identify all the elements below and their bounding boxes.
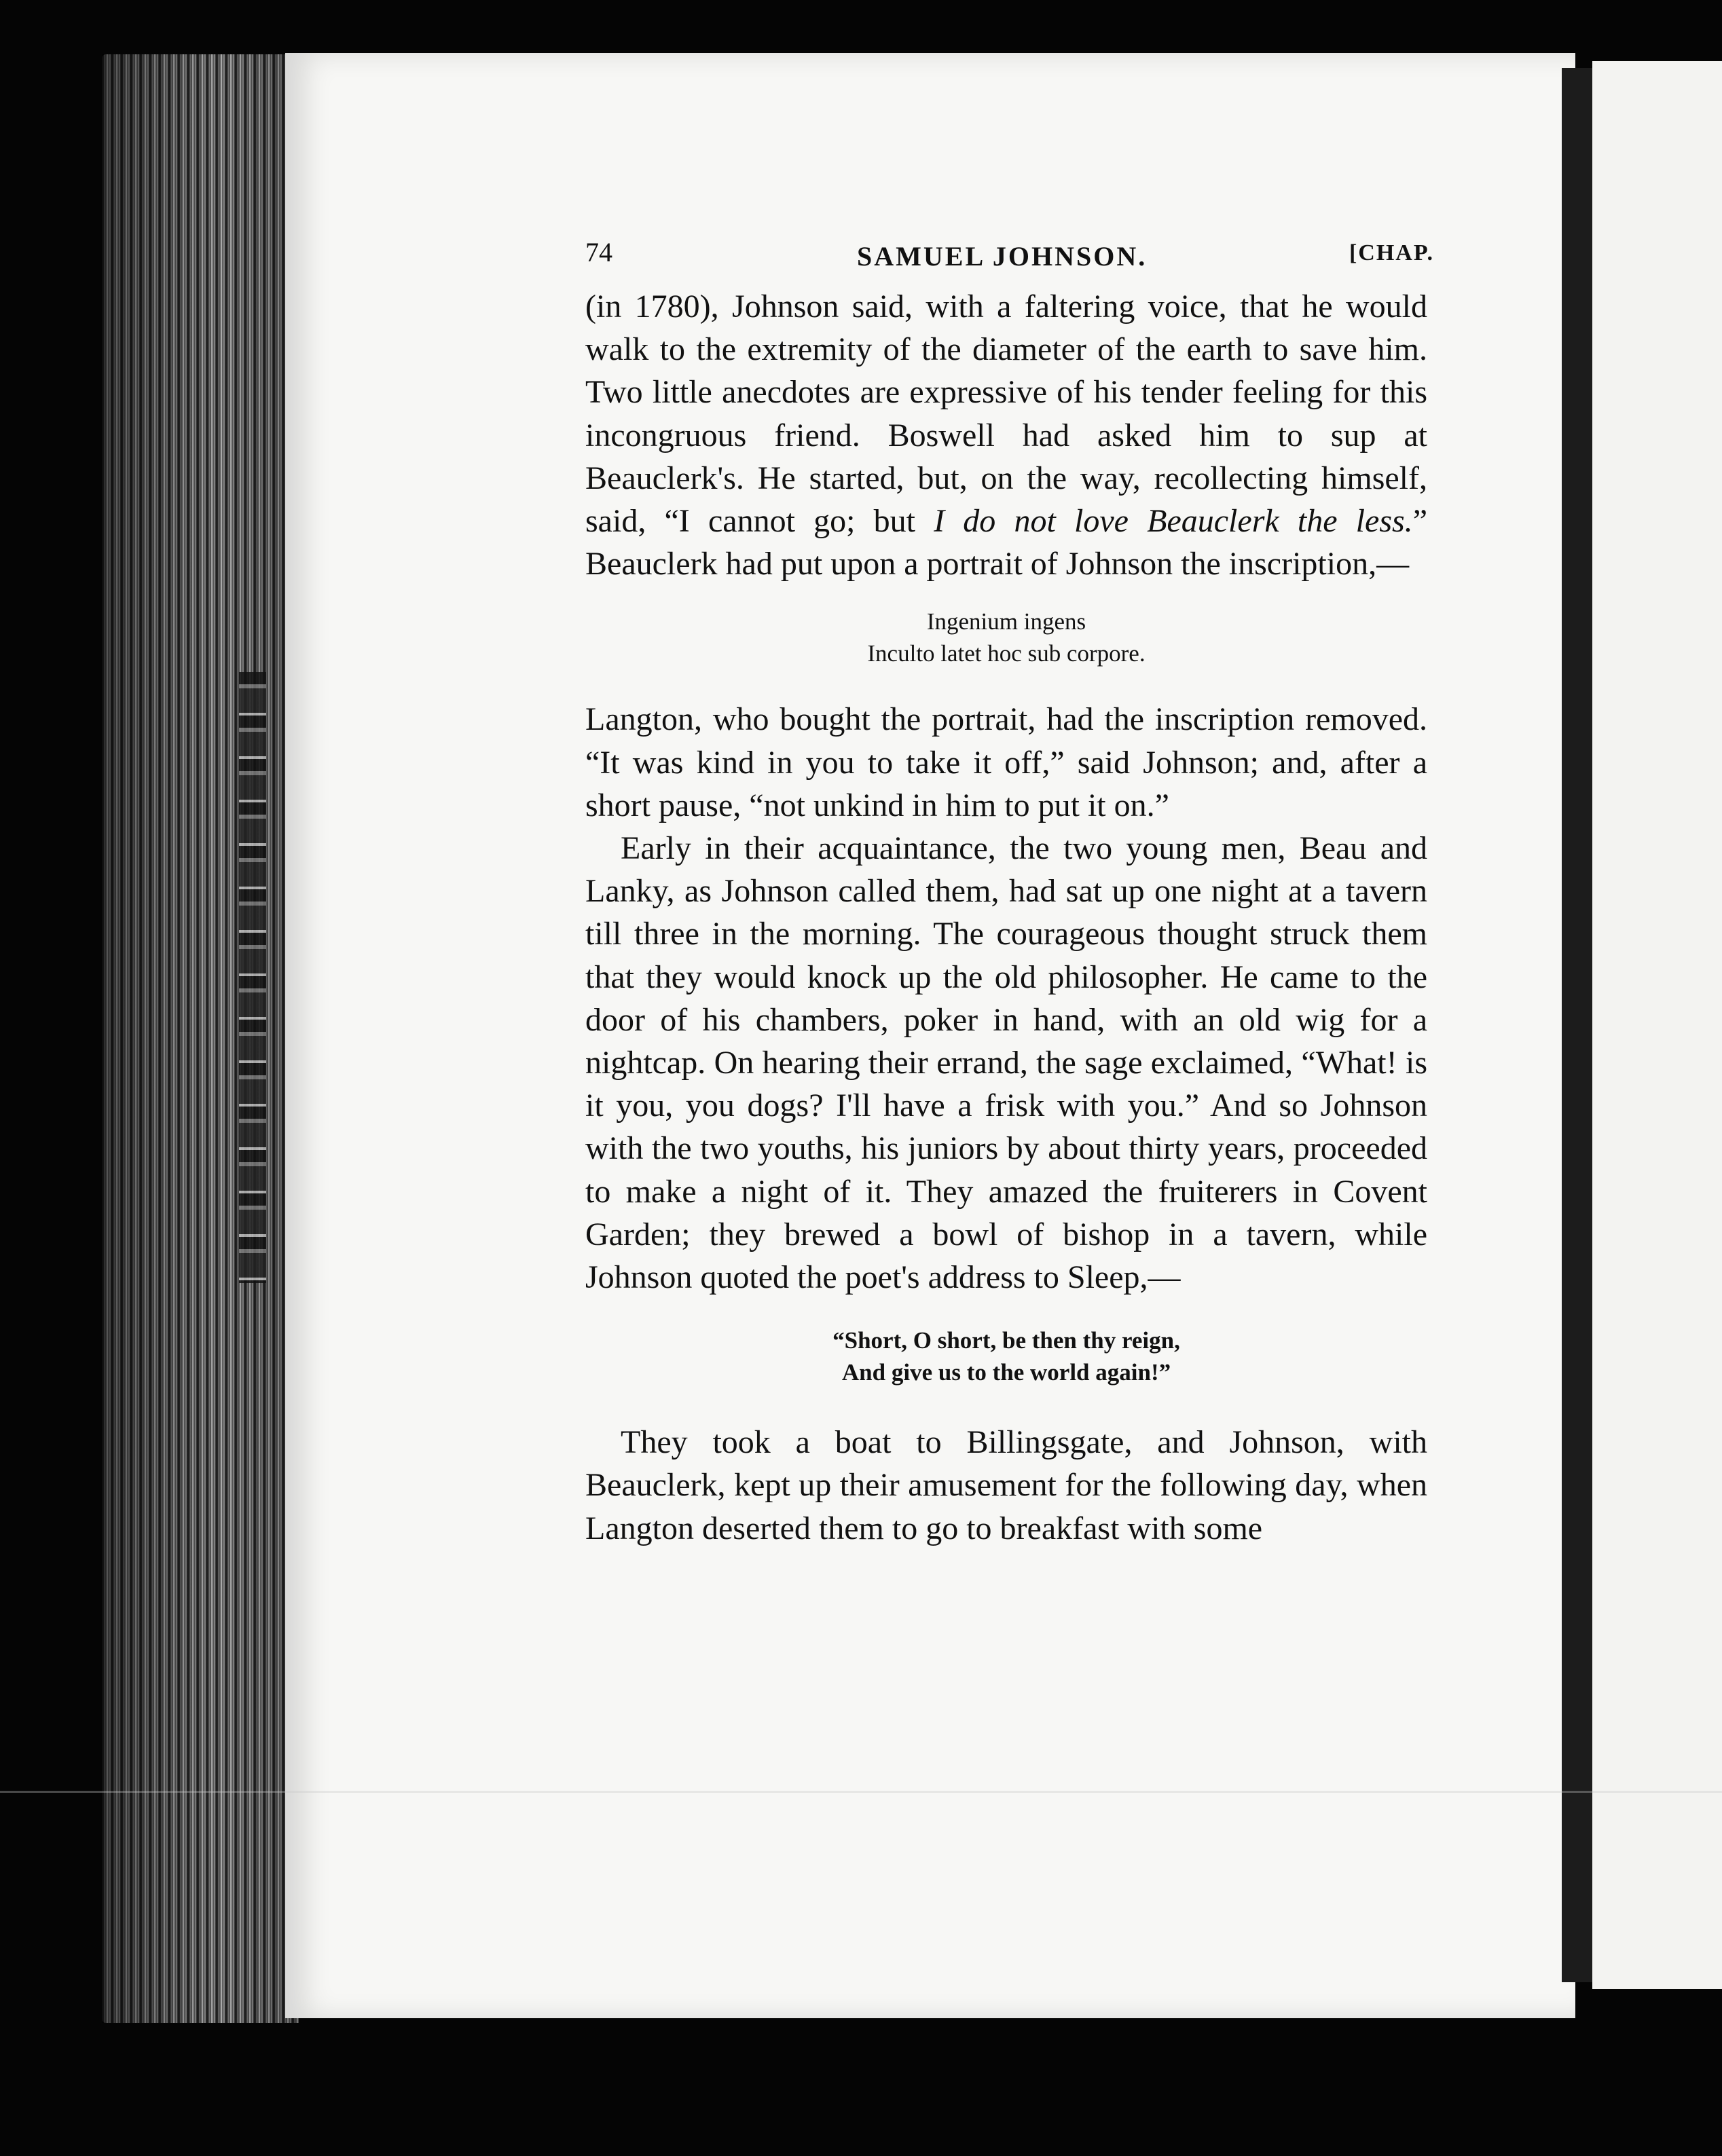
- verse-line: And give us to the world again!”: [841, 1359, 1171, 1386]
- verse-line: “Short, O short, be then thy reign,: [832, 1327, 1180, 1354]
- scan-artifact-line: [0, 1791, 1722, 1793]
- verse-line: Ingenium ingens: [926, 608, 1086, 635]
- paragraph-1-text-b: ” Beauclerk had put upon a portrait of Johnson the inscription,—: [585, 503, 1427, 582]
- paragraph-4: They took a boat to Billingsgate, and Johnson, with Beauclerk, kept up their amusement for the following day, when Langton deserted them to go to breakfast with some: [585, 1424, 1427, 1546]
- latin-inscription: [585, 585, 1427, 698]
- paragraph-3: Early in their acquaintance, the two young men, Beau and Lanky, as Johnson called them, had sat up one night at a tavern till three in the morning. The courageous thought struck them that they would knock up the old philosopher. He came to the door of his chambers, poker in hand, with an old wig for a nightcap. On hearing their errand, the sage exclaimed, “What! is it you, you dogs? I'll have a frisk with you.” And so Johnson with the two youths, his juniors by about thirty years, proceeded to make a night of it. They amazed the fruiterers in Covent Garden; they brewed a bowl of bishop in a tavern, while Johnson quoted the poet's address to Sleep,—: [585, 830, 1427, 1296]
- quoted-verse: [585, 1299, 1427, 1421]
- spine-marks: [239, 672, 266, 1283]
- gutter-shadow: [1562, 68, 1596, 1982]
- paragraph-2: Langton, who bought the portrait, had the inscription removed. “It was kind in you to take it off,” said Johnson; and, after a short pause, “not unkind in him to put it on.”: [585, 701, 1427, 823]
- page-edges-shadow: [102, 54, 299, 2023]
- paragraph-1-text-a: (in 1780), Johnson said, with a faltering voice, that he would walk to the extremity of the diameter of the earth to save him. Two little anecdotes are expressive of his tender feeling for this incongruous friend. Boswell had asked him to sup at Beauclerk's. He started, but, on the way, recollecting himself, said, “I cannot go; but: [585, 289, 1427, 540]
- running-title: SAMUEL JOHNSON.: [857, 241, 1148, 272]
- facing-page-edge: [1592, 61, 1722, 1989]
- verse-line: Inculto latet hoc sub corpore.: [867, 640, 1146, 667]
- chapter-marker: [CHAP.: [1349, 240, 1434, 265]
- page-number: 74: [585, 237, 612, 267]
- page-text: [585, 231, 1434, 1550]
- paragraph-1: [585, 285, 1427, 585]
- paragraph-1-italic: I do not love Beauclerk the less.: [934, 503, 1413, 540]
- running-head: [585, 231, 1434, 285]
